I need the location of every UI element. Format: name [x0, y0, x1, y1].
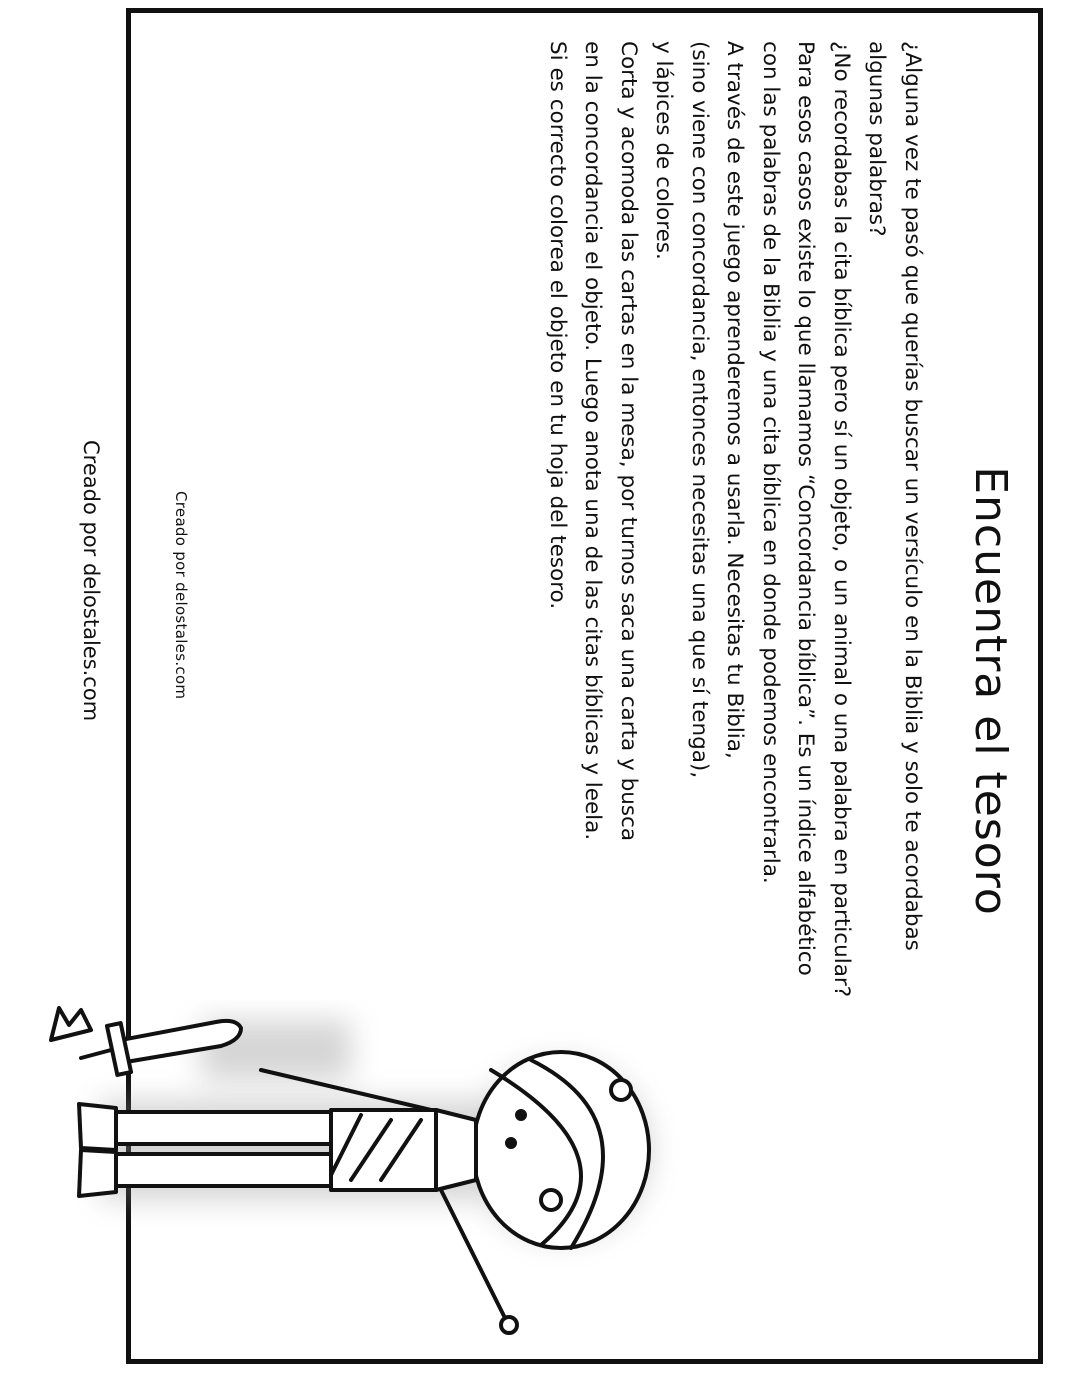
instruction-line: con las palabras de la Biblia y una cita bíblica en donde podemos encontrarla.: [758, 41, 783, 884]
instruction-line: Si es correcto colorea el objeto en tu hoja del tesoro.: [545, 41, 570, 610]
instruction-line: Para esos casos existe lo que llamamos “Concordancia bíblica”. Es un índice alfabético: [793, 41, 819, 976]
pirate-kid-with-sword-icon: [1, 1000, 681, 1390]
instruction-line: en la concordancia el objeto. Luego anota una de las citas bíblicas y leela.: [580, 41, 606, 841]
credit-footer: Creado por delostales.com: [79, 440, 103, 722]
instruction-line: ¿No recordabas la cita bíblica pero sí un objeto, o un animal o una palabra en particular?: [829, 41, 854, 998]
instruction-line: y lápices de colores.: [651, 41, 677, 260]
instruction-line: Corta y acomoda las cartas en la mesa, por turnos saca una carta y busca: [616, 41, 641, 842]
credit-small: Creado por delostales.com: [172, 491, 190, 700]
instruction-line: A través de este juego aprenderemos a usarla. Necesitas tu Biblia,: [722, 41, 748, 759]
worksheet-title: Encuentra el tesoro: [965, 466, 1016, 916]
instruction-line: ¿Alguna vez te pasó que querías buscar un versículo en la Biblia y solo te acordabas: [900, 41, 925, 951]
instruction-line: algunas palabras?: [864, 41, 890, 237]
instruction-line: (sino viene con concordancia, entonces necesitas una que sí tenga),: [687, 41, 712, 779]
